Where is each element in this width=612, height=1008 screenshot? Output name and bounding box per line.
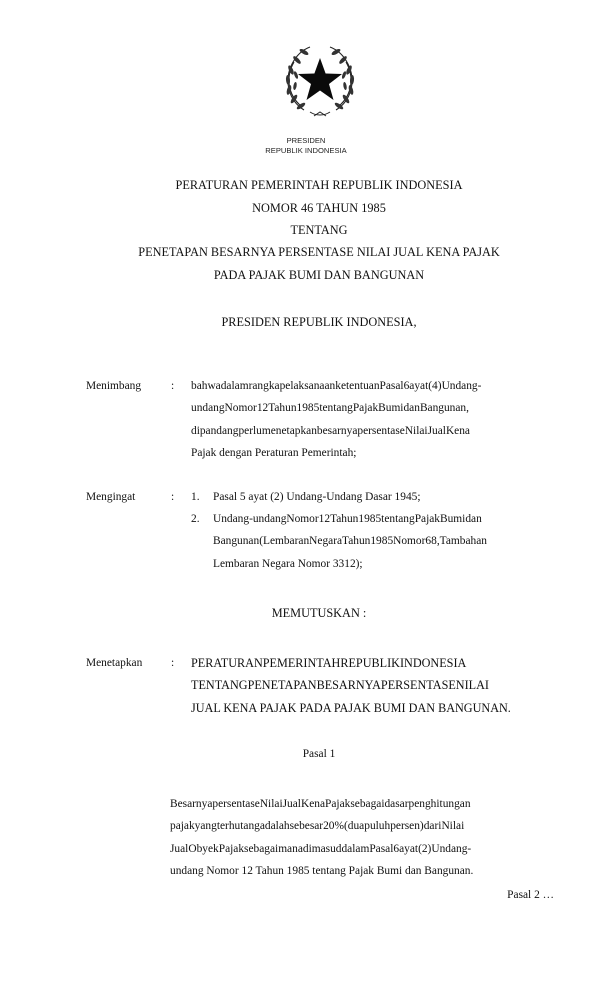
menimbang-line: undangNomor12Tahun1985tentangPajakBumidanBangunan, [191, 402, 469, 415]
preamble: PRESIDEN REPUBLIK INDONESIA, [221, 315, 417, 329]
menimbang-line: Pajak dengan Peraturan Pemerintah; [191, 446, 357, 459]
mengingat-item-line: Undang-undangNomor12Tahun1985tentangPajakBumidan [213, 513, 482, 525]
regulation-about: TENTANG [290, 223, 348, 237]
mengingat-item-number: 1. [191, 491, 200, 503]
menimbang-line: bahwadalamrangkapelaksanaanketentuanPasal6ayat(4)Undang- [191, 380, 482, 392]
menetapkan-line: PERATURANPEMERINTAHREPUBLIKINDONESIA [191, 656, 467, 670]
memutuskan-heading: MEMUTUSKAN : [271, 606, 367, 620]
continuation-marker: Pasal 2 … [507, 889, 554, 901]
caption-republic: REPUBLIK INDONESIA [265, 146, 347, 155]
pasal-1-line: BesarnyapersentaseNilaiJualKenaPajaksebagaidasarpenghitungan [170, 798, 471, 810]
mengingat-item-number: 2. [191, 513, 200, 525]
caption-president: PRESIDEN [286, 136, 326, 145]
regulation-subject-line-1: PENETAPAN BESARNYA PERSENTASE NILAI JUAL KENA PAJAK [138, 245, 500, 259]
mengingat-item-2 [213, 508, 554, 575]
pasal-1-line: JualObyekPajaksebagaimanadimasuddalamPasal6ayat(2)Undang- [170, 842, 472, 855]
menetapkan-colon: : [171, 657, 175, 669]
emblem-caption [0, 136, 612, 156]
pasal-1-heading: Pasal 1 [302, 748, 336, 760]
menetapkan-body [191, 652, 554, 719]
pasal-1-line: undang Nomor 12 Tahun 1985 tentang Pajak Bumi dan Bangunan. [170, 864, 474, 877]
menimbang-label: Menimbang [86, 380, 142, 392]
pasal-1-body [170, 793, 554, 882]
menetapkan-line: JUAL KENA PAJAK PADA PAJAK BUMI DAN BANGUNAN. [191, 700, 511, 715]
mengingat-item-line: Pasal 5 ayat (2) Undang-Undang Dasar 1945; [213, 491, 421, 503]
regulation-title: PERATURAN PEMERINTAH REPUBLIK INDONESIA [175, 178, 463, 192]
pasal-1-line: pajakyangterhutangadalahsebesar20%(duapuluhpersen)dariNilai [170, 820, 465, 833]
mengingat-item-1 [213, 486, 554, 508]
mengingat-label: Mengingat [86, 491, 136, 503]
menetapkan-line: TENTANGPENETAPANBESARNYAPERSENTASENILAI [191, 678, 489, 693]
garuda-star-emblem-icon [282, 40, 358, 122]
regulation-number: NOMOR 46 TAHUN 1985 [252, 201, 386, 215]
menetapkan-label: Menetapkan [86, 657, 143, 669]
menimbang-colon: : [171, 380, 175, 392]
mengingat-item-line: Lembaran Negara Nomor 3312); [213, 557, 363, 570]
mengingat-item-line: Bangunan(LembaranNegaraTahun1985Nomor68,Tambahan [213, 535, 487, 548]
mengingat-colon: : [171, 491, 175, 503]
menimbang-line: dipandangperlumenetapkanbesarnyapersentaseNilaiJualKena [191, 424, 470, 437]
regulation-subject-line-2: PADA PAJAK BUMI DAN BANGUNAN [213, 268, 425, 282]
menimbang-body [191, 375, 554, 464]
